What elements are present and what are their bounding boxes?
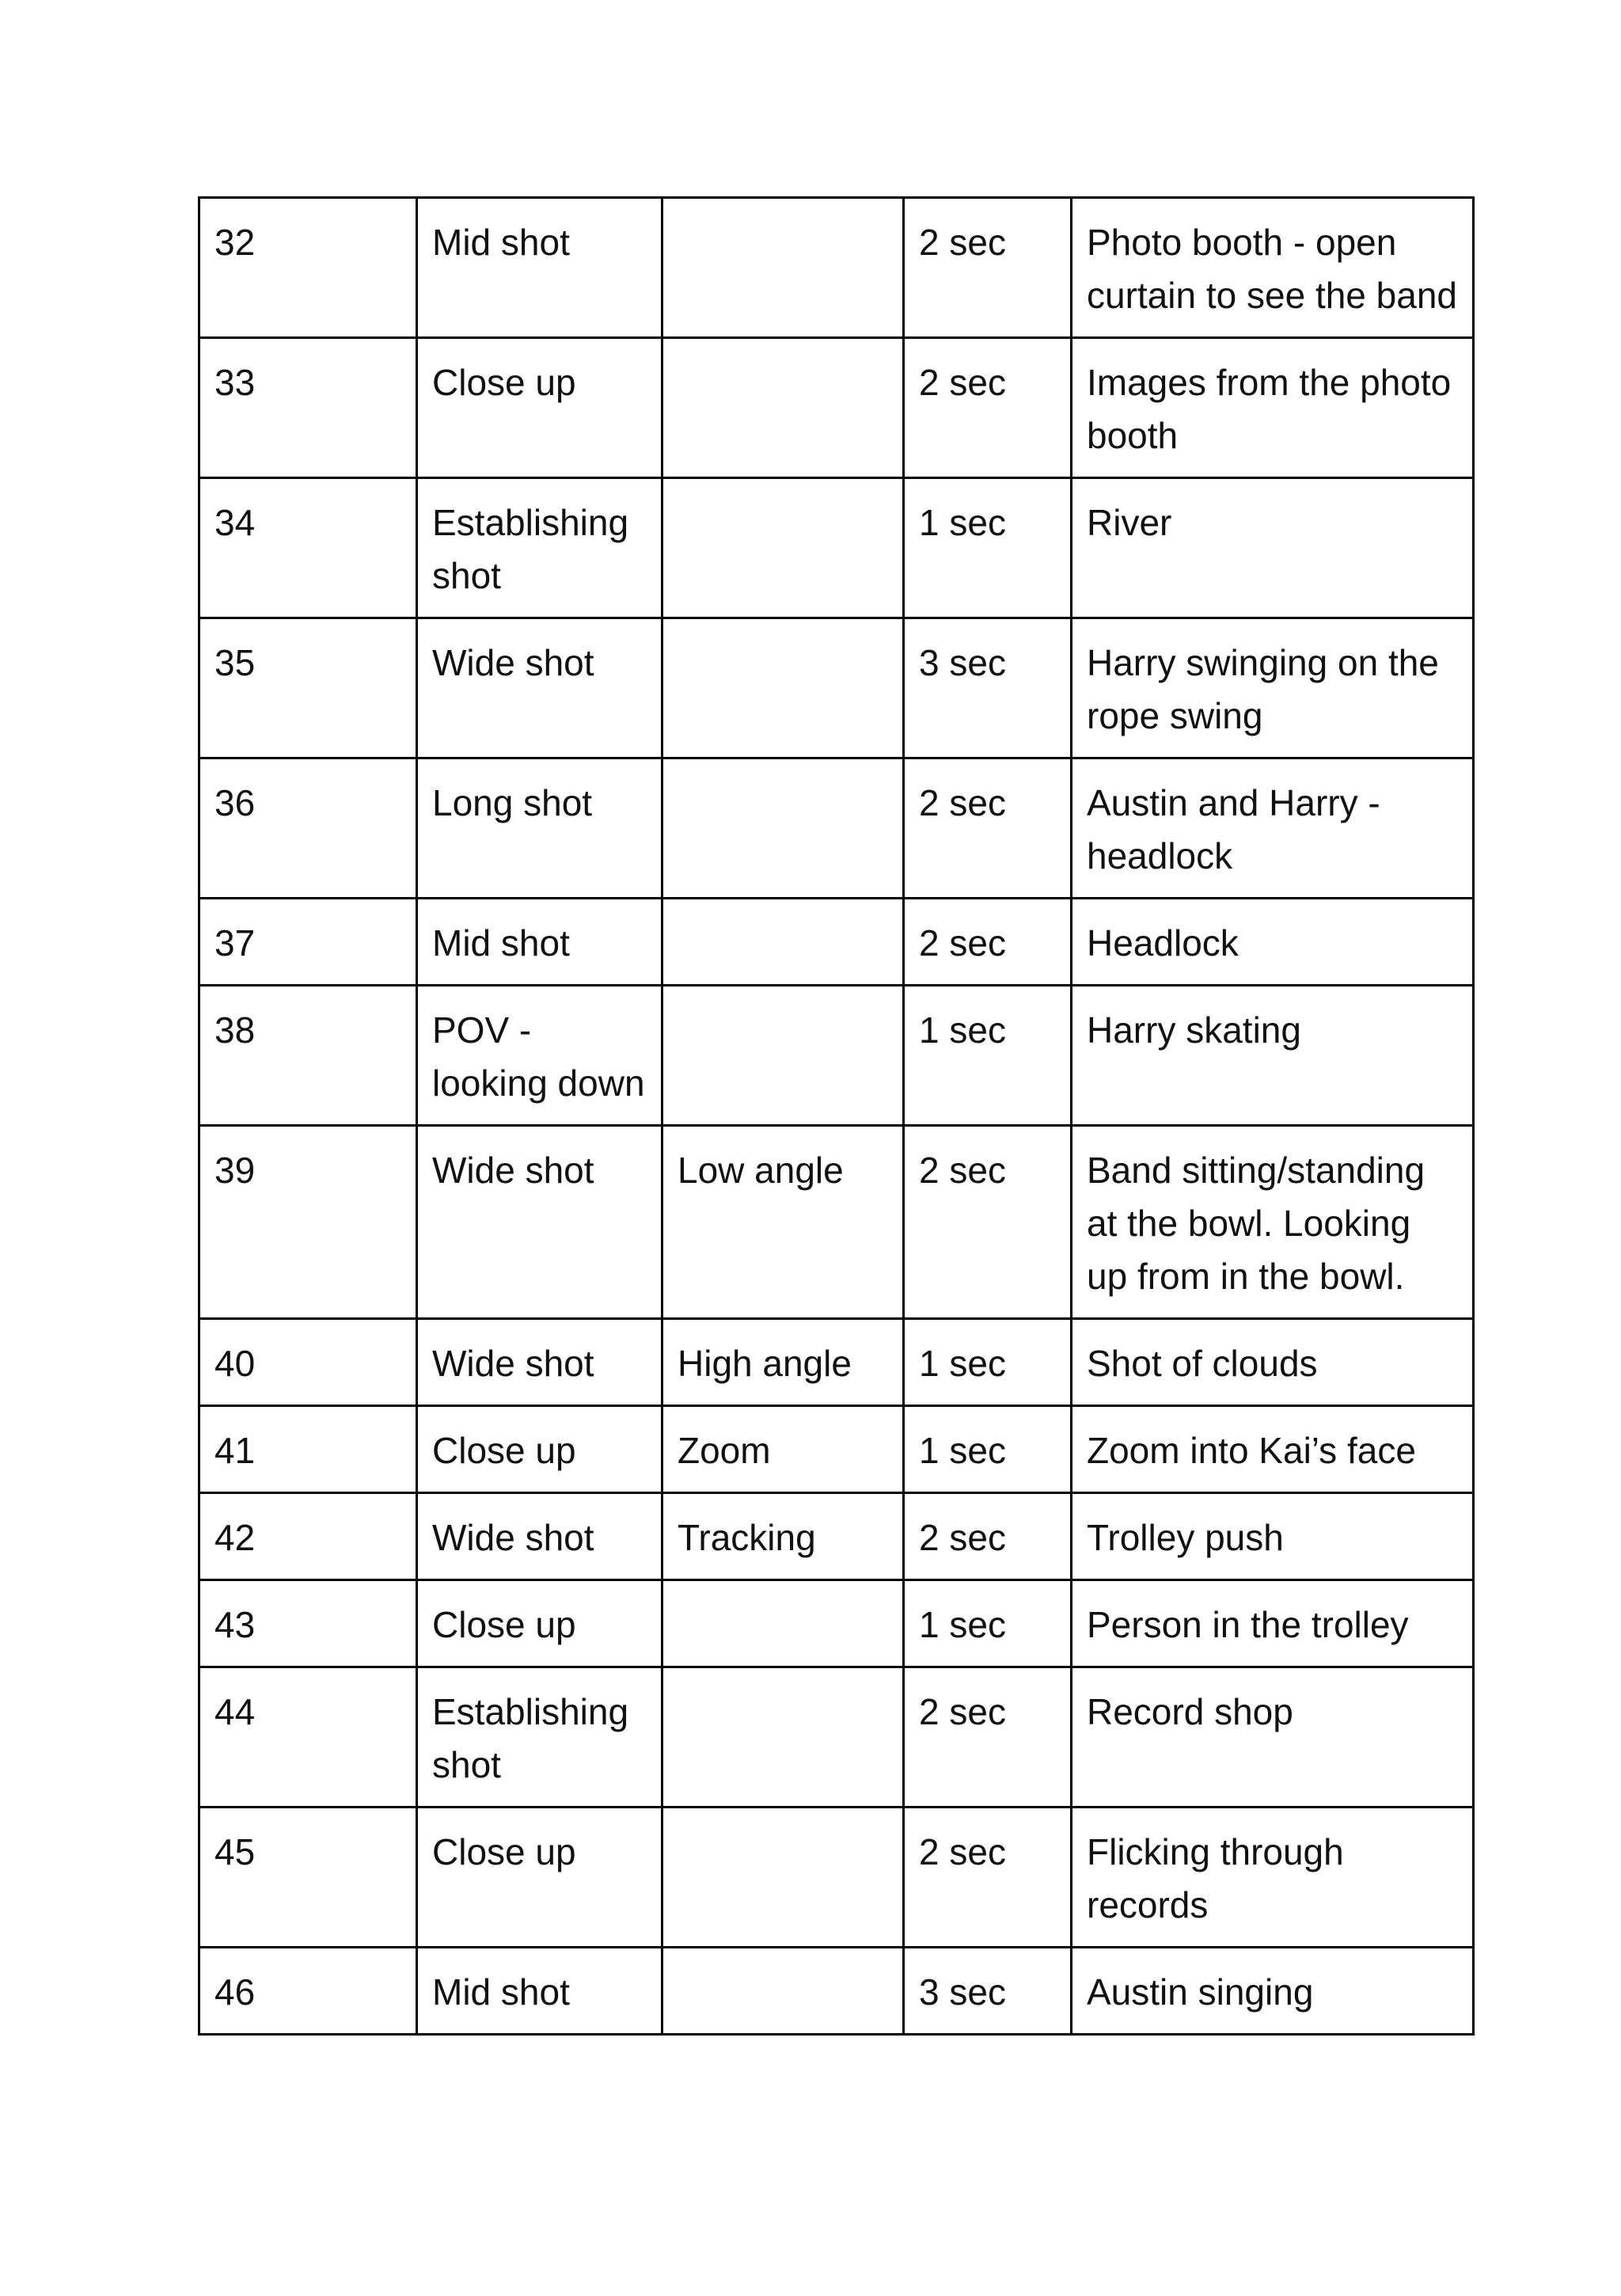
- description-cell: Headlock: [1072, 899, 1474, 986]
- duration-cell: 2 sec: [904, 899, 1072, 986]
- camera-angle-cell: [662, 1667, 904, 1808]
- duration-cell: 1 sec: [904, 478, 1072, 618]
- shot-list-body: [199, 198, 1474, 2035]
- camera-angle-cell: [662, 338, 904, 478]
- shot-type-cell: Close up: [417, 1808, 662, 1948]
- shot-type-cell: Wide shot: [417, 1493, 662, 1580]
- duration-cell: 2 sec: [904, 1808, 1072, 1948]
- shot-number-cell: 33: [199, 338, 417, 478]
- camera-angle-cell: [662, 198, 904, 338]
- table-row: [199, 1667, 1474, 1808]
- table-row: [199, 1948, 1474, 2035]
- shot-number-cell: 37: [199, 899, 417, 986]
- duration-cell: 2 sec: [904, 1667, 1072, 1808]
- table-row: [199, 986, 1474, 1126]
- description-cell: Shot of clouds: [1072, 1319, 1474, 1406]
- shot-number-cell: 46: [199, 1948, 417, 2035]
- shot-type-cell: POV - looking down: [417, 986, 662, 1126]
- shot-number-cell: 45: [199, 1808, 417, 1948]
- camera-angle-cell: [662, 1948, 904, 2035]
- duration-cell: 2 sec: [904, 338, 1072, 478]
- description-cell: Band sitting/standing at the bowl. Looking up from in the bowl.: [1072, 1126, 1474, 1319]
- shot-number-cell: 34: [199, 478, 417, 618]
- duration-cell: 2 sec: [904, 758, 1072, 899]
- shot-number-cell: 39: [199, 1126, 417, 1319]
- duration-cell: 2 sec: [904, 198, 1072, 338]
- description-cell: Zoom into Kai’s face: [1072, 1406, 1474, 1493]
- shot-number-cell: 43: [199, 1580, 417, 1667]
- table-row: [199, 1126, 1474, 1319]
- duration-cell: 2 sec: [904, 1126, 1072, 1319]
- shot-type-cell: Mid shot: [417, 1948, 662, 2035]
- table-row: [199, 618, 1474, 758]
- description-cell: Austin and Harry - headlock: [1072, 758, 1474, 899]
- description-cell: Trolley push: [1072, 1493, 1474, 1580]
- shot-type-cell: Close up: [417, 1406, 662, 1493]
- duration-cell: 1 sec: [904, 1406, 1072, 1493]
- description-cell: Austin singing: [1072, 1948, 1474, 2035]
- description-cell: Photo booth - open curtain to see the band: [1072, 198, 1474, 338]
- shot-type-cell: Long shot: [417, 758, 662, 899]
- camera-angle-cell: [662, 899, 904, 986]
- duration-cell: 3 sec: [904, 1948, 1072, 2035]
- camera-angle-cell: Zoom: [662, 1406, 904, 1493]
- camera-angle-cell: High angle: [662, 1319, 904, 1406]
- shot-number-cell: 44: [199, 1667, 417, 1808]
- table-row: [199, 478, 1474, 618]
- table-row: [199, 1808, 1474, 1948]
- shot-type-cell: Mid shot: [417, 198, 662, 338]
- camera-angle-cell: [662, 1808, 904, 1948]
- table-row: [199, 1493, 1474, 1580]
- table-row: [199, 1406, 1474, 1493]
- shot-number-cell: 40: [199, 1319, 417, 1406]
- duration-cell: 3 sec: [904, 618, 1072, 758]
- shot-type-cell: Establishing shot: [417, 1667, 662, 1808]
- camera-angle-cell: Tracking: [662, 1493, 904, 1580]
- description-cell: Flicking through records: [1072, 1808, 1474, 1948]
- table-row: [199, 1319, 1474, 1406]
- shot-number-cell: 38: [199, 986, 417, 1126]
- duration-cell: 1 sec: [904, 1580, 1072, 1667]
- shot-number-cell: 32: [199, 198, 417, 338]
- camera-angle-cell: Low angle: [662, 1126, 904, 1319]
- shot-type-cell: Wide shot: [417, 1319, 662, 1406]
- shot-type-cell: Close up: [417, 1580, 662, 1667]
- description-cell: River: [1072, 478, 1474, 618]
- description-cell: Images from the photo booth: [1072, 338, 1474, 478]
- camera-angle-cell: [662, 986, 904, 1126]
- shot-type-cell: Wide shot: [417, 618, 662, 758]
- description-cell: Harry swinging on the rope swing: [1072, 618, 1474, 758]
- description-cell: Record shop: [1072, 1667, 1474, 1808]
- shot-number-cell: 42: [199, 1493, 417, 1580]
- shot-number-cell: 36: [199, 758, 417, 899]
- table-row: [199, 1580, 1474, 1667]
- duration-cell: 1 sec: [904, 986, 1072, 1126]
- duration-cell: 2 sec: [904, 1493, 1072, 1580]
- shot-list-table: [198, 196, 1475, 2036]
- shot-number-cell: 41: [199, 1406, 417, 1493]
- shot-number-cell: 35: [199, 618, 417, 758]
- camera-angle-cell: [662, 758, 904, 899]
- camera-angle-cell: [662, 478, 904, 618]
- shot-type-cell: Wide shot: [417, 1126, 662, 1319]
- description-cell: Person in the trolley: [1072, 1580, 1474, 1667]
- shot-type-cell: Close up: [417, 338, 662, 478]
- shot-type-cell: Establishing shot: [417, 478, 662, 618]
- camera-angle-cell: [662, 618, 904, 758]
- description-cell: Harry skating: [1072, 986, 1474, 1126]
- table-row: [199, 758, 1474, 899]
- table-row: [199, 338, 1474, 478]
- duration-cell: 1 sec: [904, 1319, 1072, 1406]
- camera-angle-cell: [662, 1580, 904, 1667]
- table-row: [199, 899, 1474, 986]
- shot-type-cell: Mid shot: [417, 899, 662, 986]
- table-row: [199, 198, 1474, 338]
